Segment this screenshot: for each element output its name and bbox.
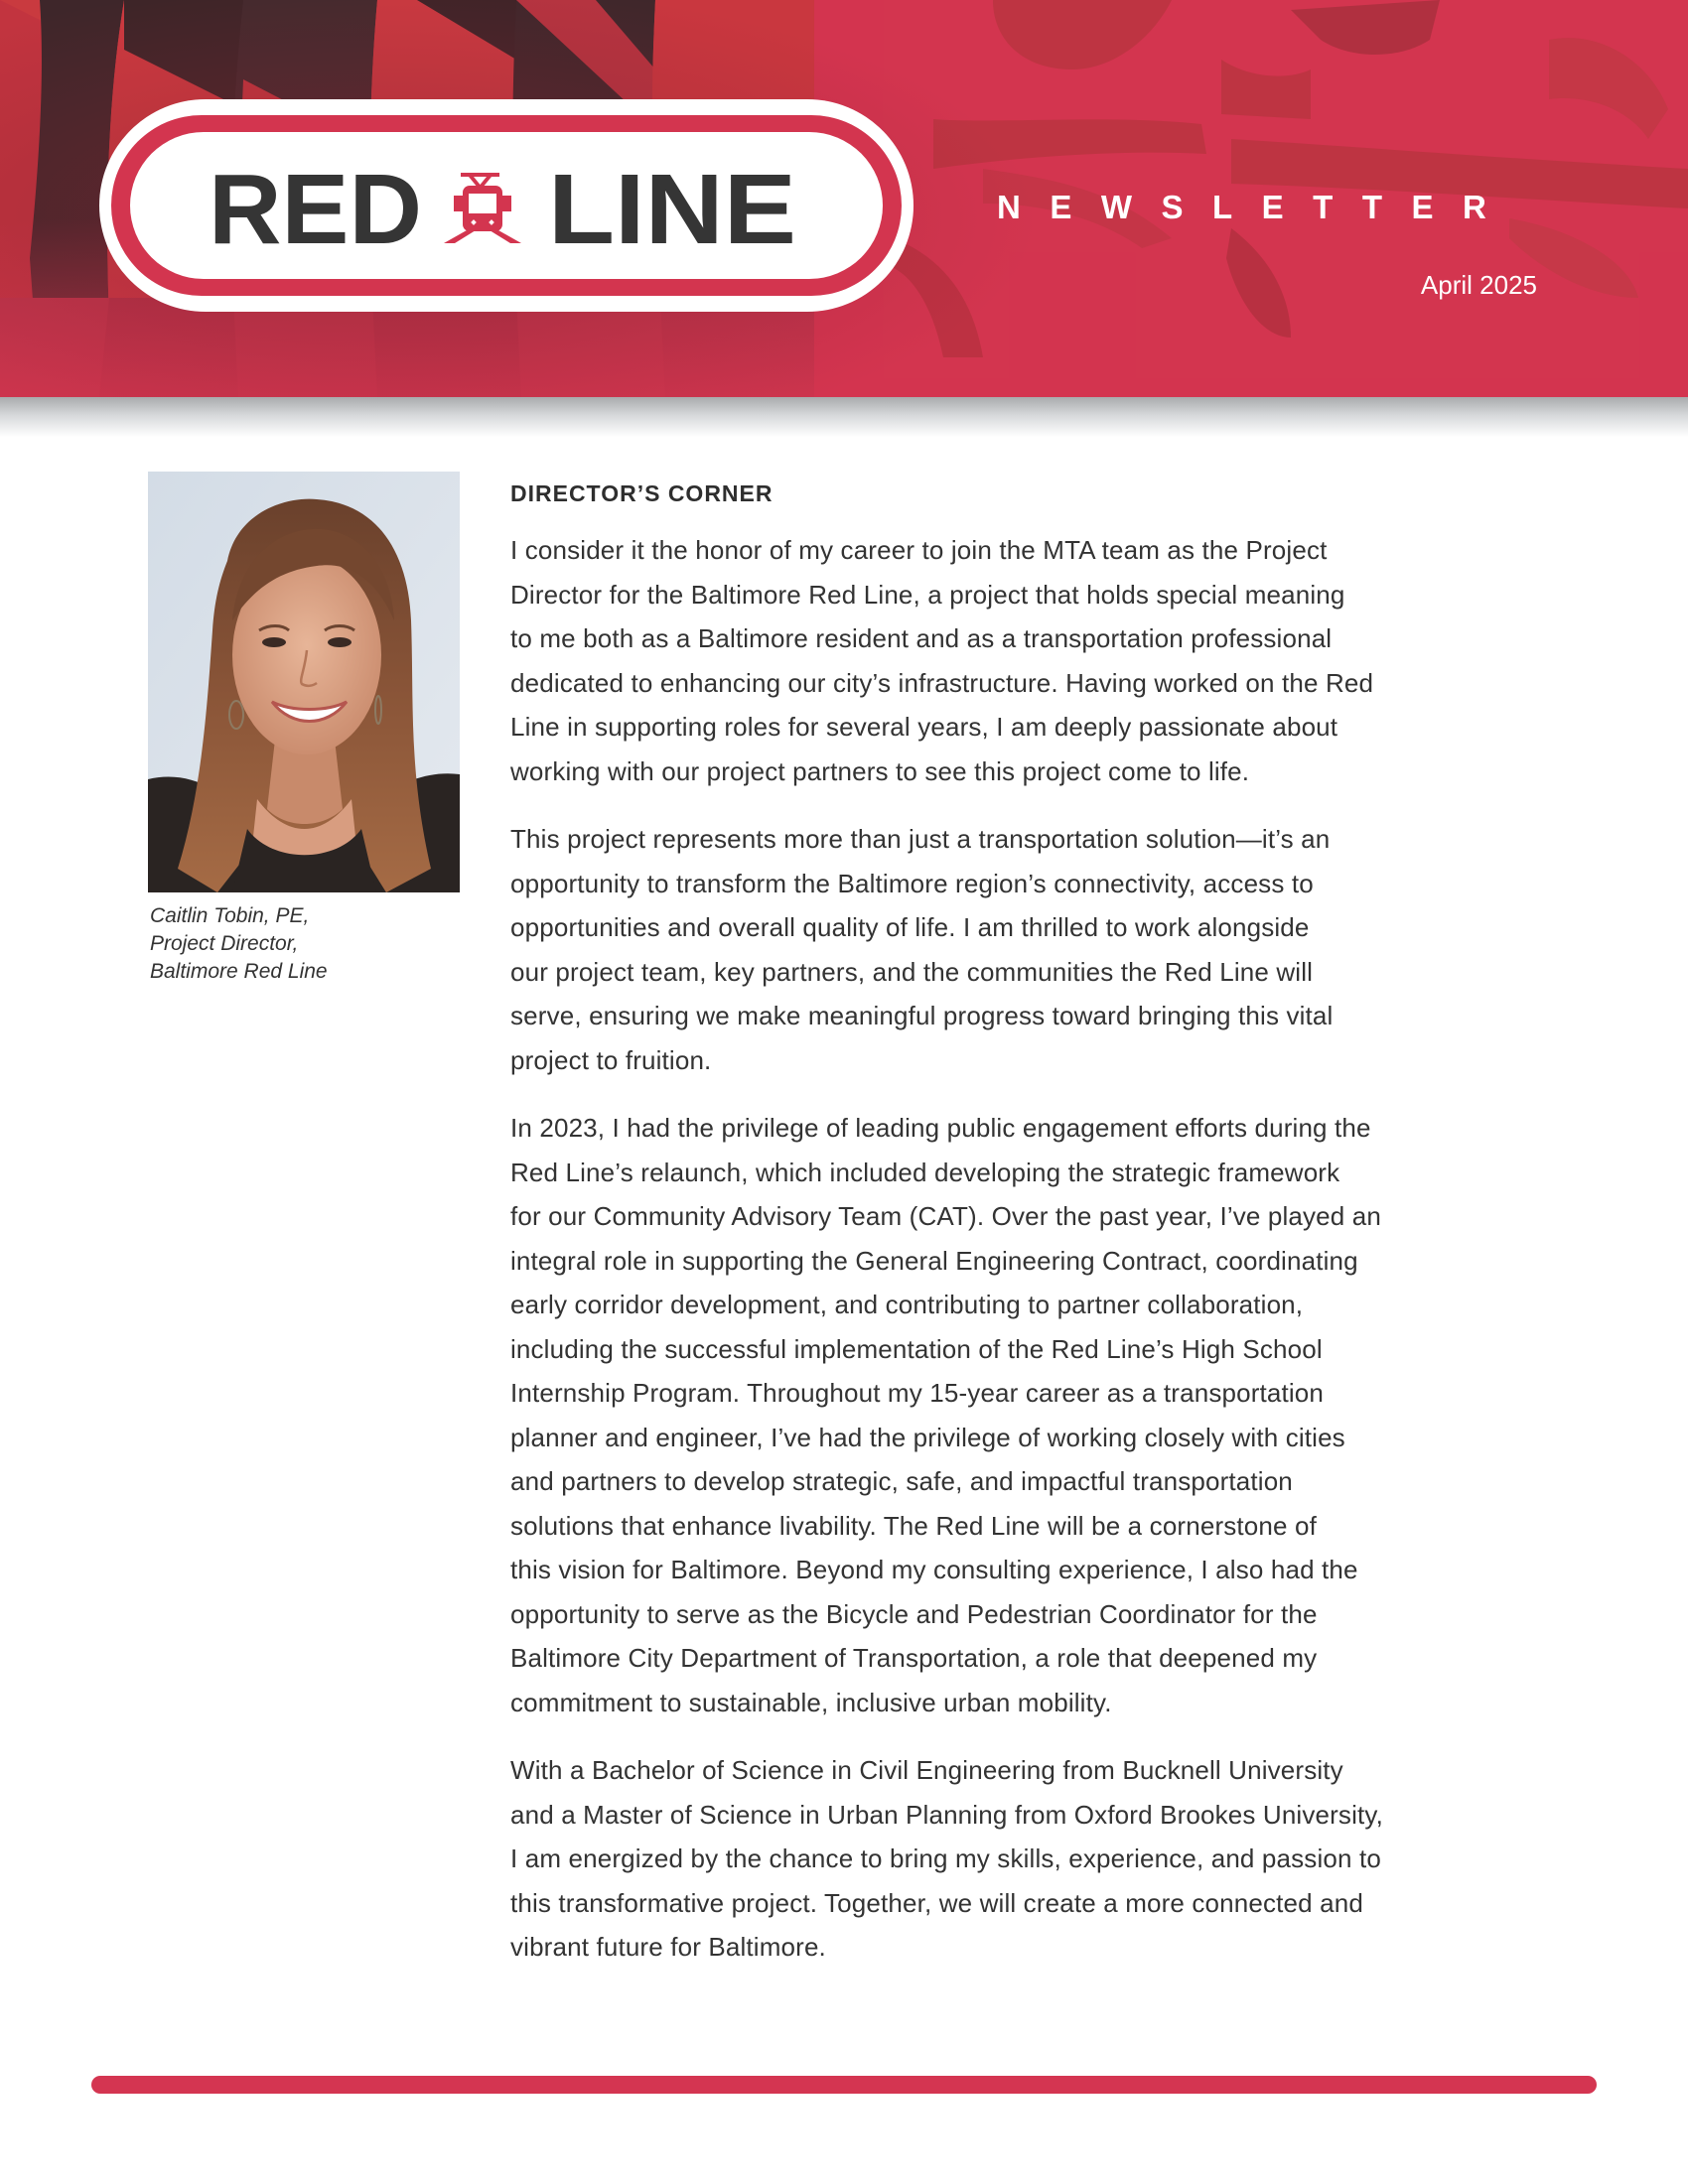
text-line: Red Line’s relaunch, which included developing the strategic framework [510, 1157, 1340, 1187]
text-line: opportunities and overall quality of life. I am thrilled to work alongside [510, 912, 1310, 942]
header-shadow [0, 397, 1688, 437]
text-line: early corridor development, and contributing to partner collaboration, [510, 1290, 1304, 1319]
caption-title: Project Director, [150, 932, 299, 955]
text-line: to me both as a Baltimore resident and as a transportation professional [510, 623, 1333, 653]
text-line: planner and engineer, I’ve had the privilege of working closely with cities [510, 1422, 1345, 1452]
text-line: Internship Program. Throughout my 15-year career as a transportation [510, 1378, 1325, 1408]
text-line: This project represents more than just a transportation solution—it’s an [510, 824, 1331, 854]
text-line: integral role in supporting the General Engineering Contract, coordinating [510, 1245, 1358, 1276]
text-line: dedicated to enhancing our city’s infrastructure. Having worked on the Red [510, 667, 1374, 698]
text-line: including the successful implementation of the Red Line’s High School [510, 1333, 1323, 1364]
paragraph-1 [510, 528, 1589, 793]
text-line: for our Community Advisory Team (CAT). Over the past year, I’ve played an [510, 1201, 1381, 1231]
text-line: I consider it the honor of my career to join the MTA team as the Project [510, 535, 1328, 565]
text-line: this transformative project. Together, we will create a more connected and [510, 1887, 1363, 1918]
text-line: Line in supporting roles for several years, I am deeply passionate about [510, 712, 1338, 742]
text-line: our project team, key partners, and the communities the Red Line will [510, 956, 1314, 987]
section-heading: DIRECTOR’S CORNER [510, 480, 774, 506]
text-line: opportunity to serve as the Bicycle and Pedestrian Coordinator for the [510, 1598, 1318, 1629]
portrait-photo [148, 472, 460, 892]
paragraph-4 [510, 1748, 1589, 1970]
text-line: and a Master of Science in Urban Planning from Oxford Brookes University, [510, 1799, 1383, 1830]
text-line: vibrant future for Baltimore. [510, 1932, 826, 1962]
portrait-illustration [148, 472, 460, 892]
red-line-logo [99, 99, 914, 312]
logo-text-line: LINE [548, 154, 796, 265]
newsletter-header [0, 0, 1688, 397]
issue-date: April 2025 [1420, 270, 1537, 300]
text-line: working with our project partners to see this project come to life. [510, 755, 1250, 786]
photo-caption [150, 902, 468, 986]
text-line: Director for the Baltimore Red Line, a project that holds special meaning [510, 579, 1345, 610]
logo-text-red: RED [209, 154, 422, 265]
caption-name: Caitlin Tobin, PE, [150, 904, 310, 927]
newsletter-title: NEWSLETTER [997, 189, 1516, 225]
text-line: With a Bachelor of Science in Civil Engineering from Bucknell University [510, 1755, 1343, 1785]
text-line: Baltimore City Department of Transportation, a role that deepened my [510, 1643, 1318, 1673]
text-line: I am energized by the chance to bring my skills, experience, and passion to [510, 1843, 1381, 1873]
text-line: and partners to develop strategic, safe, and impactful transportation [510, 1466, 1293, 1496]
footer-rule [91, 2076, 1597, 2094]
text-line: opportunity to transform the Baltimore region’s connectivity, access to [510, 868, 1314, 898]
text-line: serve, ensuring we make meaningful progress toward bringing this vital [510, 1001, 1334, 1030]
text-line: project to fruition. [510, 1044, 712, 1075]
article [510, 478, 1589, 1993]
text-line: this vision for Baltimore. Beyond my consulting experience, I also had the [510, 1555, 1358, 1584]
caption-project: Baltimore Red Line [150, 960, 328, 983]
paragraph-3 [510, 1106, 1589, 1724]
paragraph-2 [510, 817, 1589, 1082]
text-line: commitment to sustainable, inclusive urban mobility. [510, 1687, 1112, 1717]
text-line: solutions that enhance livability. The Red Line will be a cornerstone of [510, 1510, 1317, 1541]
text-line: In 2023, I had the privilege of leading public engagement efforts during the [510, 1113, 1371, 1143]
